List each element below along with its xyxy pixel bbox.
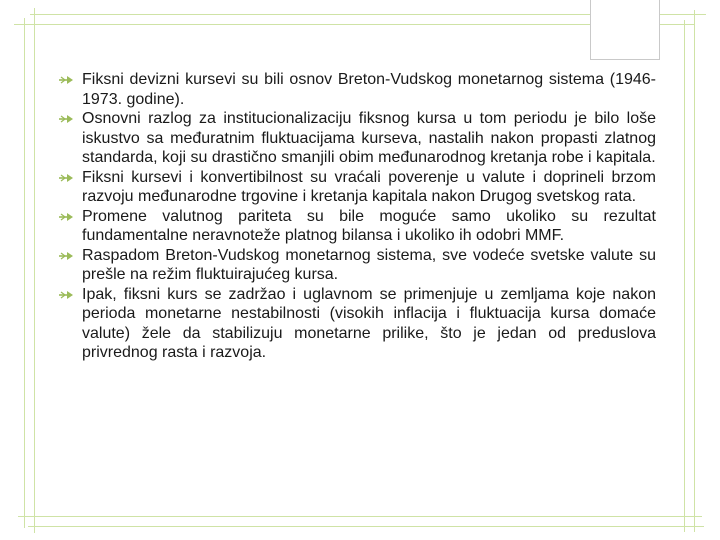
frame-line-right-inner — [684, 20, 685, 532]
slide-content — [56, 70, 656, 363]
bullet-item — [56, 207, 656, 246]
frame-line-bottom-inner — [28, 526, 704, 527]
bullet-list — [56, 70, 656, 363]
frame-line-left — [34, 8, 35, 533]
bullet-text: Osnovni razlog za institucionalizaciju fiksnog kursa u tom periodu je bilo loše iskustvo sa međuratnim fluktuacijama kurseva, nastalih nakon propasti zlatnog standarda, koji su drastično smanjili obim međunarodnog kretanja robe i kapitala. — [82, 110, 656, 166]
bullet-text: Promene valutnog pariteta su bile moguće samo ukoliko su rezultat fundamentalne neravnoteže platnog bilansa i ukoliko ih odobri MMF. — [82, 207, 656, 244]
leaf-arrow-icon — [58, 290, 74, 300]
leaf-arrow-icon — [58, 251, 74, 261]
frame-line-left-inner — [24, 18, 25, 528]
leaf-arrow-icon — [58, 173, 74, 183]
frame-line-right — [694, 10, 695, 532]
leaf-arrow-icon — [58, 114, 74, 124]
bullet-item — [56, 70, 656, 109]
bullet-text: Fiksni kursevi i konvertibilnost su vraćali poverenje u valute i doprineli brzom razvoju međunarodne trgovine i kretanja kapitala nakon Drugog svetskog rata. — [82, 168, 656, 205]
bullet-text: Ipak, fiksni kurs se zadržao i uglavnom se primenjuje u zemljama koje nakon perioda monetarne nestabilnosti (visokih inflacija i fluktuacija kursa domaće valute) žele da stabilizuju monetarne prilike, što je jedan od preduslova privrednog rasta i razvoja. — [82, 285, 656, 361]
leaf-arrow-icon — [58, 75, 74, 85]
bullet-item — [56, 285, 656, 363]
leaf-arrow-icon — [58, 212, 74, 222]
bullet-item — [56, 246, 656, 285]
bullet-item — [56, 168, 656, 207]
bullet-text: Raspadom Breton-Vudskog monetarnog sistema, sve vodeće svetske valute su prešle na režim fluktuirajućeg kursa. — [82, 246, 656, 283]
corner-box — [590, 0, 660, 60]
frame-line-bottom — [18, 516, 702, 517]
bullet-text: Fiksni devizni kursevi su bili osnov Breton-Vudskog monetarnog sistema (1946-1973. godine). — [82, 71, 656, 108]
bullet-item — [56, 109, 656, 168]
